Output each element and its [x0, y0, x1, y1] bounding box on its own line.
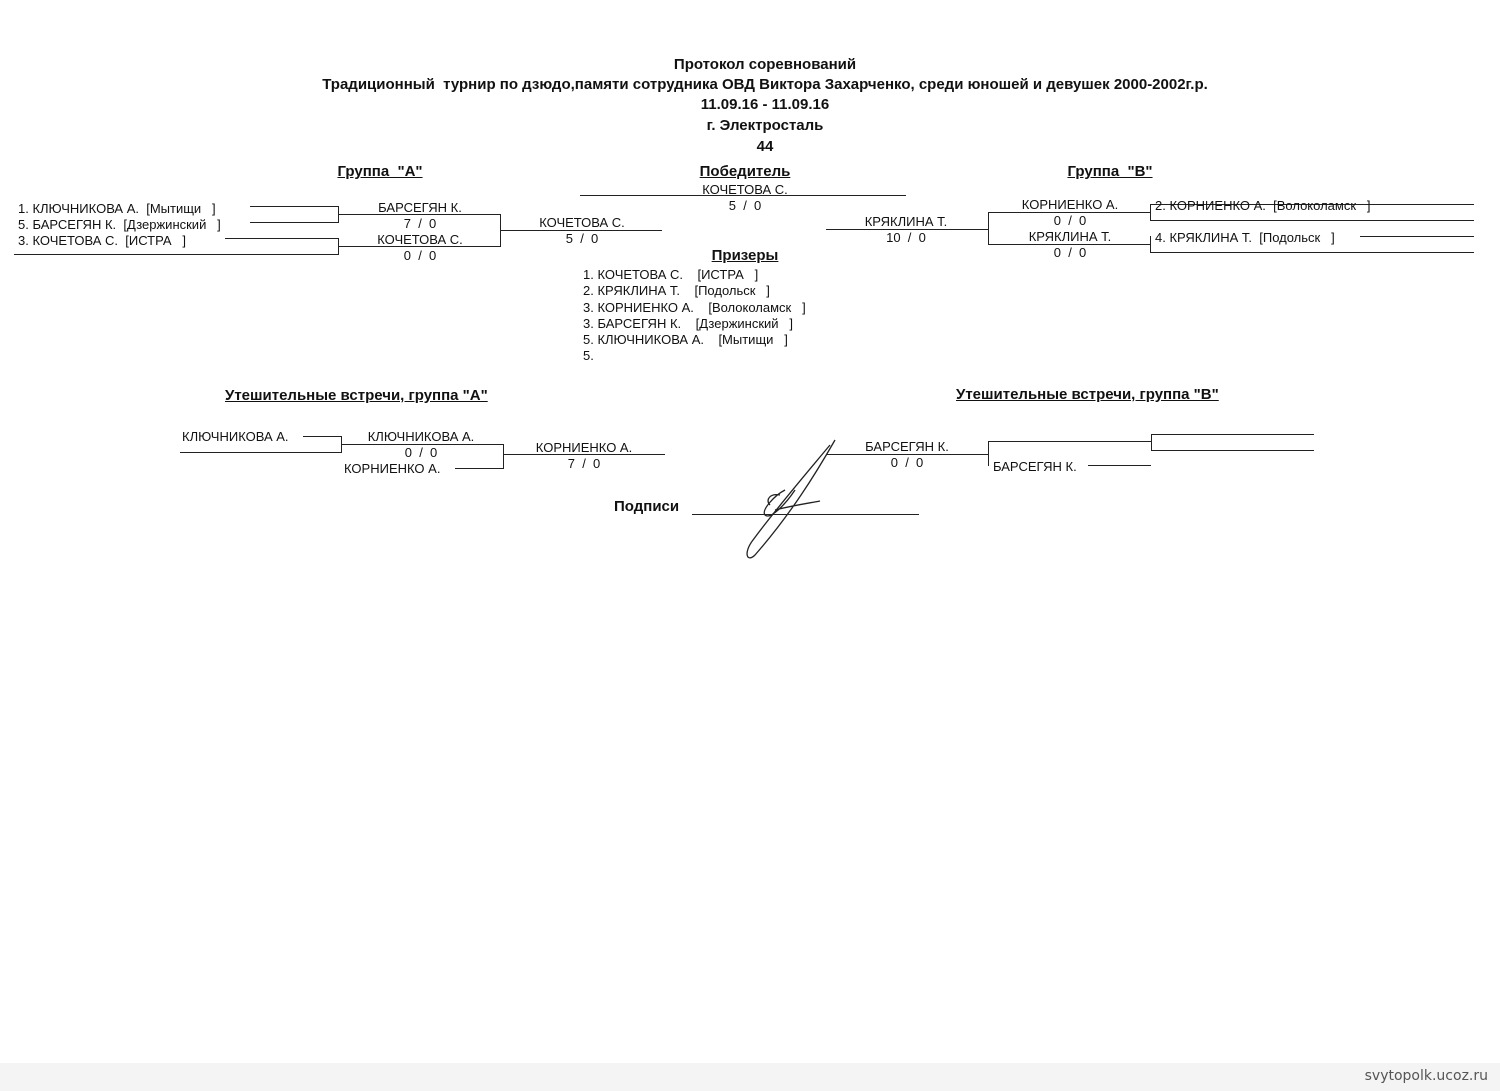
prizer-item: 1. КОЧЕТОВА С. [ИСТРА ] — [583, 267, 759, 282]
consolation-a-bout-winner: КЛЮЧНИКОВА А. — [367, 429, 475, 444]
signature-label: Подписи — [614, 498, 680, 515]
bracket-line — [1088, 465, 1151, 466]
group-a-bout1-winner: БАРСЕГЯН К. — [378, 200, 462, 215]
consolation-b-opponent: БАРСЕГЯН К. — [993, 459, 1077, 474]
event-dates: 11.09.16 - 11.09.16 — [700, 96, 830, 113]
group-a-entrant-1: 1. КЛЮЧНИКОВА А. [Мытищи ] — [18, 201, 216, 216]
bracket-line — [988, 441, 989, 466]
group-a-bout2-score: 0 / 0 — [403, 248, 437, 263]
group-b-entrant-2: 4. КРЯКЛИНА Т. [Подольск ] — [1155, 230, 1335, 245]
bracket-line — [1151, 434, 1152, 451]
document-title: Протокол соревнований — [673, 56, 857, 73]
weight-category: 44 — [756, 138, 774, 155]
winner-heading: Победитель — [699, 163, 791, 180]
prizer-item: 3. БАРСЕГЯН К. [Дзержинский ] — [583, 316, 793, 331]
event-title: Традиционный турнир по дзюдо,памяти сотрудника ОВД Виктора Захарченко, среди юношей и девушек 2000-2002г.р. — [322, 76, 1208, 93]
consolation-a-entrant: КЛЮЧНИКОВА А. — [182, 429, 289, 444]
consolation-b-bout-score: 0 / 0 — [890, 455, 924, 470]
footer-bar — [0, 1063, 1500, 1091]
event-city: г. Электросталь — [706, 117, 824, 134]
group-a-final-score: 5 / 0 — [565, 231, 599, 246]
prizer-item: 5. — [583, 348, 594, 363]
group-a-bout1-score: 7 / 0 — [403, 216, 437, 231]
handwritten-signature — [735, 435, 855, 565]
group-a-entrant-3: 3. КОЧЕТОВА С. [ИСТРА ] — [18, 233, 187, 248]
consolation-a-bout-score: 0 / 0 — [404, 445, 438, 460]
bracket-line — [14, 254, 338, 255]
group-a-bout2-winner: КОЧЕТОВА С. — [377, 232, 463, 247]
bracket-line — [988, 212, 989, 245]
bracket-line — [1150, 204, 1151, 221]
bracket-line — [988, 441, 1151, 442]
winner-score: 5 / 0 — [728, 198, 762, 213]
bracket-line — [1360, 236, 1474, 237]
consolation-a-final-score: 7 / 0 — [567, 456, 601, 471]
consolation-b-bout-winner: БАРСЕГЯН К. — [865, 439, 949, 454]
group-b-entrant-1: 2. КОРНИЕНКО А. [Волоколамск ] — [1155, 198, 1371, 213]
group-b-bout2-winner: КРЯКЛИНА Т. — [1028, 229, 1112, 244]
group-b-bout1-score: 0 / 0 — [1053, 213, 1087, 228]
group-b-heading: Группа "В" — [1067, 163, 1153, 180]
consolation-b-heading: Утешительные встречи, группа "В" — [956, 386, 1219, 403]
bracket-line — [303, 436, 341, 437]
group-b-bout1-winner: КОРНИЕНКО А. — [1021, 197, 1119, 212]
consolation-a-heading: Утешительные встречи, группа "А" — [225, 387, 488, 404]
bracket-line — [180, 452, 341, 453]
bracket-line — [250, 222, 338, 223]
bracket-line — [1150, 252, 1474, 253]
bracket-line — [250, 206, 338, 207]
group-b-bout2-score: 0 / 0 — [1053, 245, 1087, 260]
group-a-entrant-2: 5. БАРСЕГЯН К. [Дзержинский ] — [18, 217, 221, 232]
prizer-item: 2. КРЯКЛИНА Т. [Подольск ] — [583, 283, 770, 298]
prizers-heading: Призеры — [711, 247, 779, 264]
group-a-heading: Группа "А" — [337, 163, 423, 180]
prizer-item: 3. КОРНИЕНКО А. [Волоколамск ] — [583, 300, 806, 315]
bracket-line — [1150, 220, 1474, 221]
consolation-a-opponent: КОРНИЕНКО А. — [344, 461, 441, 476]
winner-name: КОЧЕТОВА С. — [702, 182, 788, 197]
bracket-line — [455, 468, 503, 469]
group-b-final-score: 10 / 0 — [886, 230, 926, 245]
bracket-line — [1151, 450, 1314, 451]
group-b-final-winner: КРЯКЛИНА Т. — [864, 214, 948, 229]
prizer-item: 5. КЛЮЧНИКОВА А. [Мытищи ] — [583, 332, 788, 347]
bracket-line — [1151, 434, 1314, 435]
consolation-a-final-winner: КОРНИЕНКО А. — [535, 440, 633, 455]
watermark-text: svytopolk.ucoz.ru — [1364, 1068, 1488, 1084]
bracket-line — [225, 238, 338, 239]
bracket-line — [1150, 236, 1151, 253]
group-a-final-winner: КОЧЕТОВА С. — [539, 215, 625, 230]
